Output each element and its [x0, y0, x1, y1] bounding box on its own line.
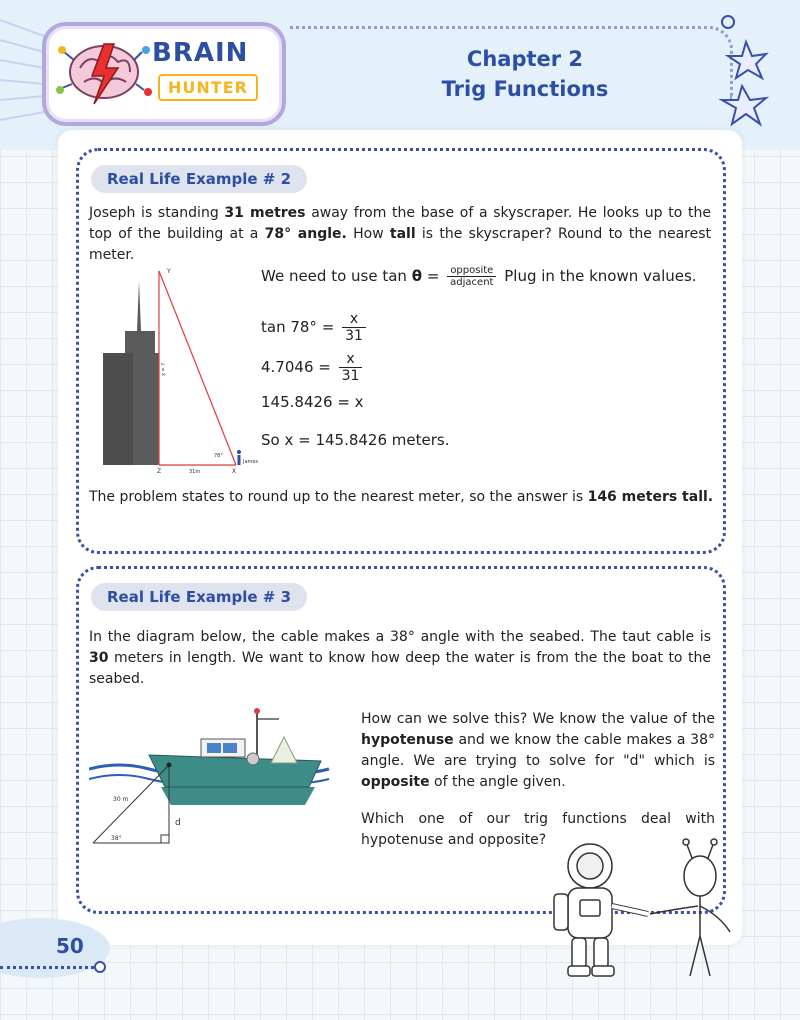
example-3-problem: [89, 627, 711, 690]
fraction-denominator: adjacent: [450, 277, 494, 288]
example-2-problem-part-6: is the skyscraper? Round to the nearest meter.: [89, 226, 712, 263]
step-3-fraction: [339, 351, 363, 384]
example-2-problem-part-1: 31 metres: [224, 205, 306, 221]
fraction-numerator: opposite: [447, 265, 496, 277]
page-number-divider: [0, 966, 100, 969]
page-number: 50: [56, 934, 84, 958]
diagram-label-person: James: [243, 459, 259, 465]
diagram-label-base: 31m: [189, 469, 201, 475]
example-2-problem: [89, 203, 711, 266]
example-2-problem-part-4: How: [346, 226, 390, 242]
example-2-problem-part-5: tall: [389, 226, 416, 242]
example-2-problem-part-3: 78° angle.: [264, 226, 347, 242]
person-icon: [237, 450, 241, 465]
step-1-line: [261, 265, 697, 288]
astronaut-alien-illustration: [540, 836, 760, 982]
example-3-heading: Real Life Example # 3: [91, 583, 307, 611]
step-3-denominator: 31: [341, 368, 360, 384]
example-3-problem-part-0: In the diagram below, the cable makes a 38° angle with the seabed. The taut cable is: [89, 629, 711, 645]
opposite-over-adjacent: [447, 265, 496, 288]
step-2-fraction: [342, 311, 366, 344]
diagram-label-height: x = ?: [161, 363, 167, 376]
step-1-equals: =: [426, 267, 440, 285]
step-2-left: tan 78° =: [261, 318, 335, 336]
boat-diagram-d-label: d: [175, 818, 181, 828]
conclusion-answer: 146 meters tall.: [587, 489, 714, 505]
page-number-divider-end: [94, 961, 106, 973]
example-3-explanation-part-0: How can we solve this? We know the value of the: [361, 711, 715, 727]
boat-diagram-angle-label: 38°: [111, 835, 122, 842]
step-2-numerator: x: [342, 311, 366, 328]
step-1-prefix: We need to use tan: [261, 267, 407, 285]
step-3-line: [261, 351, 365, 384]
example-3-problem-part-2: meters in length. We want to know how deep the water is from the the boat to the seabed.: [89, 650, 711, 687]
theta-symbol: θ: [411, 267, 423, 285]
example-2-section: [76, 148, 726, 554]
step-5-line: So x = 145.8426 meters.: [261, 431, 450, 449]
example-2-heading: Real Life Example # 2: [91, 165, 307, 193]
step-2-line: [261, 311, 369, 344]
example-2-conclusion: [89, 487, 719, 508]
boat-diagram-cable-label: 30 m: [113, 796, 129, 803]
step-2-denominator: 31: [345, 328, 363, 344]
example-3-explanation-part-4: of the angle given.: [429, 774, 566, 790]
step-3-numerator: x: [339, 351, 363, 368]
example-3-explanation-part-1: hypotenuse: [361, 732, 454, 748]
example-2-problem-part-2: away from the base of a skyscraper. He looks up to the top of the building at a: [89, 205, 711, 242]
conclusion-text: The problem states to round up to the nearest meter, so the answer is: [89, 489, 588, 505]
brand-name-line2: HUNTER: [158, 74, 258, 101]
example-2-problem-part-0: Joseph is standing: [89, 205, 225, 221]
example-3-explanation-part-2: and we know the cable makes a 38° angle. We are trying to solve for "d" which is: [361, 732, 715, 769]
boat-diagram: [89, 705, 339, 865]
step-1-suffix: Plug in the known values.: [504, 267, 697, 285]
step-3-left: 4.7046 =: [261, 358, 331, 376]
brand-name-line1: BRAIN: [152, 38, 249, 68]
brain-icon: [54, 32, 154, 112]
brand-logo: [42, 22, 286, 126]
diagram-label-angle: 78°: [214, 453, 223, 459]
example-3-problem-part-1: 30: [89, 650, 109, 666]
step-4-line: 145.8426 = x: [261, 393, 364, 411]
example-3-explanation-part-3: opposite: [361, 774, 430, 790]
chapter-number: Chapter 2: [466, 47, 584, 71]
diagram-label-x: X: [232, 468, 237, 475]
diagram-label-y: Y: [167, 268, 171, 275]
chapter-heading: [400, 44, 650, 104]
chapter-title: Trig Functions: [441, 77, 609, 101]
star-decoration-icon: [706, 12, 796, 132]
skyscraper-diagram: [99, 261, 269, 476]
diagram-label-z: Z: [157, 468, 162, 475]
example-3-question: Which one of our trig functions deal with hypotenuse and opposite?: [361, 811, 715, 848]
example-3-explanation: [361, 709, 715, 793]
